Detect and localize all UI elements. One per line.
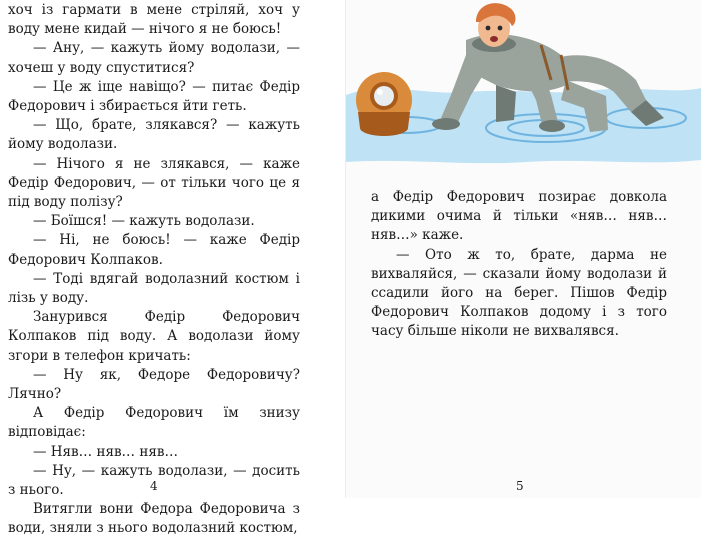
paragraph: — Ну як, Федоре Федоровичу? Лячно?: [8, 366, 300, 403]
paragraph: Занурився Федір Федорович Колпаков під воду. А водолази йому згори в телефон кричать:: [8, 309, 300, 364]
paragraph: — Боїшся! — кажуть водолази.: [32, 213, 255, 230]
left-page-text: [8, 1, 300, 539]
paragraph: — Ні, не боюсь! — каже Федір Федорович Колпаков.: [8, 232, 300, 268]
paragraph: — Тоді вдягай водолазний костюм і лізь у воду.: [8, 270, 300, 307]
paragraph: А Федір Федорович їм знизу відповідає:: [8, 405, 300, 441]
paragraph: хоч із гармати в мене стріляй, хоч у воду мене кидай — нічого я не боюсь!: [8, 2, 300, 38]
page-number-left: 4: [150, 479, 158, 493]
paragraph: — Нічого я не злякався, — каже Федір Федорович, — от тільки чого це я під воду полізу?: [8, 155, 300, 211]
paragraph: а Федір Федорович позирає довкола дикими очима й тільки «няв… няв… няв…» каже.: [371, 189, 667, 244]
paragraph: — Ото ж то, брате, дарма не вихваляйся, — сказали йому водолази й ссадили його на берег. Пішов Федір Федорович Колпаков додому і з того часу більше ніколи не вихвалявся.: [371, 246, 667, 340]
page-number-right: 5: [516, 479, 524, 493]
diving-helmet-icon: [356, 72, 412, 136]
diver-illustration: [346, 0, 701, 165]
right-page: [345, 0, 701, 498]
left-page: [0, 0, 345, 537]
right-page-text: [371, 188, 667, 342]
paragraph: — Няв… няв… няв…: [32, 443, 178, 460]
paragraph: — Що, брате, злякався? — кажуть йому водолази.: [8, 117, 300, 153]
paragraph: — Ану, — кажуть йому водолази, — хочеш у воду спуститися?: [8, 40, 300, 76]
paragraph: — Ну, — кажуть водолази, — досить з нього.: [8, 462, 300, 499]
paragraph: Витягли вони Федора Федоровича з води, зняли з нього водолазний костюм,: [8, 501, 300, 537]
paragraph: — Це ж іще навіщо? — питає Федір Федорович і збирається йти геть.: [8, 78, 300, 115]
